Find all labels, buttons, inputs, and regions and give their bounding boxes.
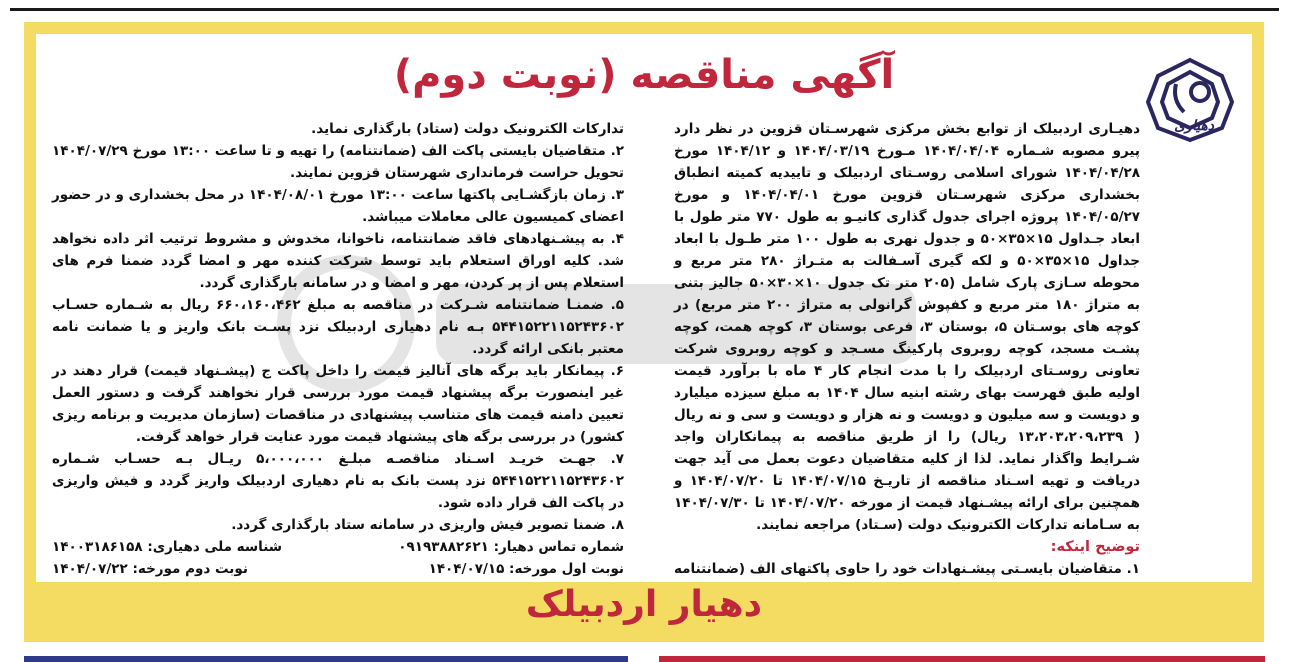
note-item: ۳. زمان بازگشـایی پاکتها ساعت ۱۳:۰۰ مورخ ۱۴۰۴/۰۸/۰۱ در محل بخشداری و در حضور اعضای کمیسیون عالی معاملات میباشد. bbox=[52, 187, 624, 225]
note-item: ۵. ضمنـا ضمانتنامه شـرکت در مناقصه به مبلغ ۶۶۰،۱۶۰،۴۶۲ ریال به شـماره حسـاب ۵۴۴۱۵۲۲۱۱۵۲۴۳۶۰۲ بـه نام دهیاری اردبیلک نزد پسـت بانک واریز و یا ضمانت نامه معتبر بانکی ارائه گردد. bbox=[52, 297, 624, 357]
logo-text: دهیاری bbox=[1174, 118, 1214, 134]
note-item: ۲. متقاضیان بایستی پاکت الف (ضمانتنامه) را تهیه و تا ساعت ۱۳:۰۰ مورخ ۱۴۰۴/۰۷/۲۹ تحویل حراست فرمانداری شهرستان قزوین نمایند. bbox=[52, 143, 624, 181]
bottom-strip-right bbox=[659, 656, 1265, 662]
bottom-strip-left bbox=[24, 656, 628, 662]
note-item: ۶. پیمانکار باید برگه های آنالیز قیمت را داخل پاکت ج (پیشـنهاد قیمت) قرار دهند در غیر اینصورت برگه پیشنهاد قیمت مورد بررسی قرار نخواهند گرفت و دستور العمل تعیین دامنه قیمت های متناسب پیشنهادی در مناقصات (سازمان مدیریت و برنامه ریزی کشور) در بررسی برگه های پیشنهاد قیمت مورد عنایت قرار خواهد گرفت. bbox=[52, 363, 624, 445]
top-rule bbox=[10, 8, 1279, 11]
ad-frame bbox=[24, 22, 1264, 642]
note-item: ۷. جهـت خریـد اسـناد مناقصـه مبلـغ ۵،۰۰۰،۰۰۰ ریـال بـه حسـاب شـماره ۵۴۴۱۵۲۲۱۱۵۲۴۳۶۰۲ نزد پست بانک به نام دهیاری اردبیلک واریز گردد و فیش واریزی در پاکت الف قرار داده شود. bbox=[52, 451, 625, 511]
intro-paragraph: دهیـاری اردبیلک از توابع بخش مرکزی شهرسـتان قزوین در نظر دارد پیرو مصوبه شـماره ۱۴۰۴/۰۴/۰۴ مـورخ ۱۴۰۴/۰۳/۱۹ و ۱۴۰۴/۱۲ مورخ ۱۴۰۴/۰۴/۲۸ شورای اسلامی روسـتای اردبیلک و تاییدیه کمیته انطباق بخشداری مرکزی شهرسـتان قزوین مورخ ۱۴۰۴/۰۴/۰۱ و مورخ ۱۴۰۴/۰۵/۲۷ پروژه اجرای جدول گذاری کانیـو به طول ۷۷۰ متر طول با ابعاد جـداول ۱۵×۳۵×۵۰ و جدول نهری به طول ۱۰۰ متر طـول با ابعاد جداول ۱۵×۳۵×۵۰ و لکه گیری آسـفالت به متـراژ ۲۸۰ متر مربع و محوطه سـازی پارک شامل (۲۰۵ متر تک جدول ۱۰×۳۰×۵۰ جالیز بتنی به متراژ ۱۸۰ متر مربع و کفپوش گرانولی به متراژ ۲۰۰ متر مربع) در کوچه های بوسـتان ۵، بوستان ۳، فرعی بوستان ۳، کوچه همت، کوچه پشـت مسجد، کوچه روبروی پارکینگ مسـجد و کوچه روبروی شرکت تعاونی روسـتای اردبیلک را با مدت انجام کار ۴ ماه با برآورد قیمت اولیه طبق فهرست بهای رشته ابنیه سال ۱۴۰۴ به مبلغ سیزده میلیارد و دویست و سه میلیون و دویست و نه هزار و دویست و سی و نه ریال ( ۱۳،۲۰۳،۲۰۹،۲۳۹ ریال) را از طریق مناقصه به پیمانکاران واجد شـرایط واگذار نماید. لذا از کلیه متقاضیان دعوت بعمل می آید جهت دریافت و تهیه اسـناد مناقصه از تاریـخ ۱۴۰۴/۰۷/۱۵ تا ۱۴۰۴/۰۷/۲۰ و همچنین برای ارائه پیشـنهاد قیمت از مورخه ۱۴۰۴/۰۷/۲۰ تا ۱۴۰۴/۰۷/۳۰ به سـامانه تدارکات الکترونیک دولت (سـتاد) مراجعه نمایند. bbox=[674, 121, 1141, 533]
right-column bbox=[674, 118, 1140, 582]
ad-body bbox=[36, 34, 1252, 582]
national-id: شناسه ملی دهیاری: ۱۴۰۰۳۱۸۶۱۵۸ bbox=[52, 539, 282, 555]
publish-dates-row bbox=[52, 558, 624, 580]
second-round-date: نوبت دوم مورخه: ۱۴۰۴/۰۷/۲۲ bbox=[52, 561, 248, 577]
footer-brand: دهیار اردبیلک bbox=[525, 584, 763, 625]
note-item: تدارکات الکترونیک دولت (ستاد) بارگذاری نماید. bbox=[311, 121, 624, 137]
left-column bbox=[52, 118, 624, 580]
note-item: ۸. ضمنا تصویر فیش واریزی در سامانه ستاد بارگذاری گردد. bbox=[231, 517, 624, 533]
note-item: ۱. متقاضیان بایسـتی پیشـنهادات خود را حاوی پاکتهای الف (ضمانتنامه bbox=[674, 561, 1140, 577]
first-round-date: نوبت اول مورخه: ۱۴۰۴/۰۷/۱۵ bbox=[428, 561, 624, 577]
note-item: ۴. به پیشـنهادهای فاقد ضمانتنامه، ناخوانا، مخدوش و مشروط ترتیب اثر داده نخواهد شد. کلیه اوراق استعلام باید توسط شرکت کننده مهر و امضا گردد ضمنا فرم های استعلام پس از پر کردن، مهر و امضا و در سامانه بارگذاری گردد. bbox=[52, 231, 624, 291]
page-title: آگهی مناقصه (نوبت دوم) bbox=[393, 52, 895, 98]
contact-row bbox=[52, 536, 624, 558]
notes-subheading: توضیح اینکه: bbox=[1050, 539, 1140, 555]
contact-phone: شماره تماس دهیار: ۰۹۱۹۳۸۸۲۶۲۱ bbox=[398, 539, 624, 555]
